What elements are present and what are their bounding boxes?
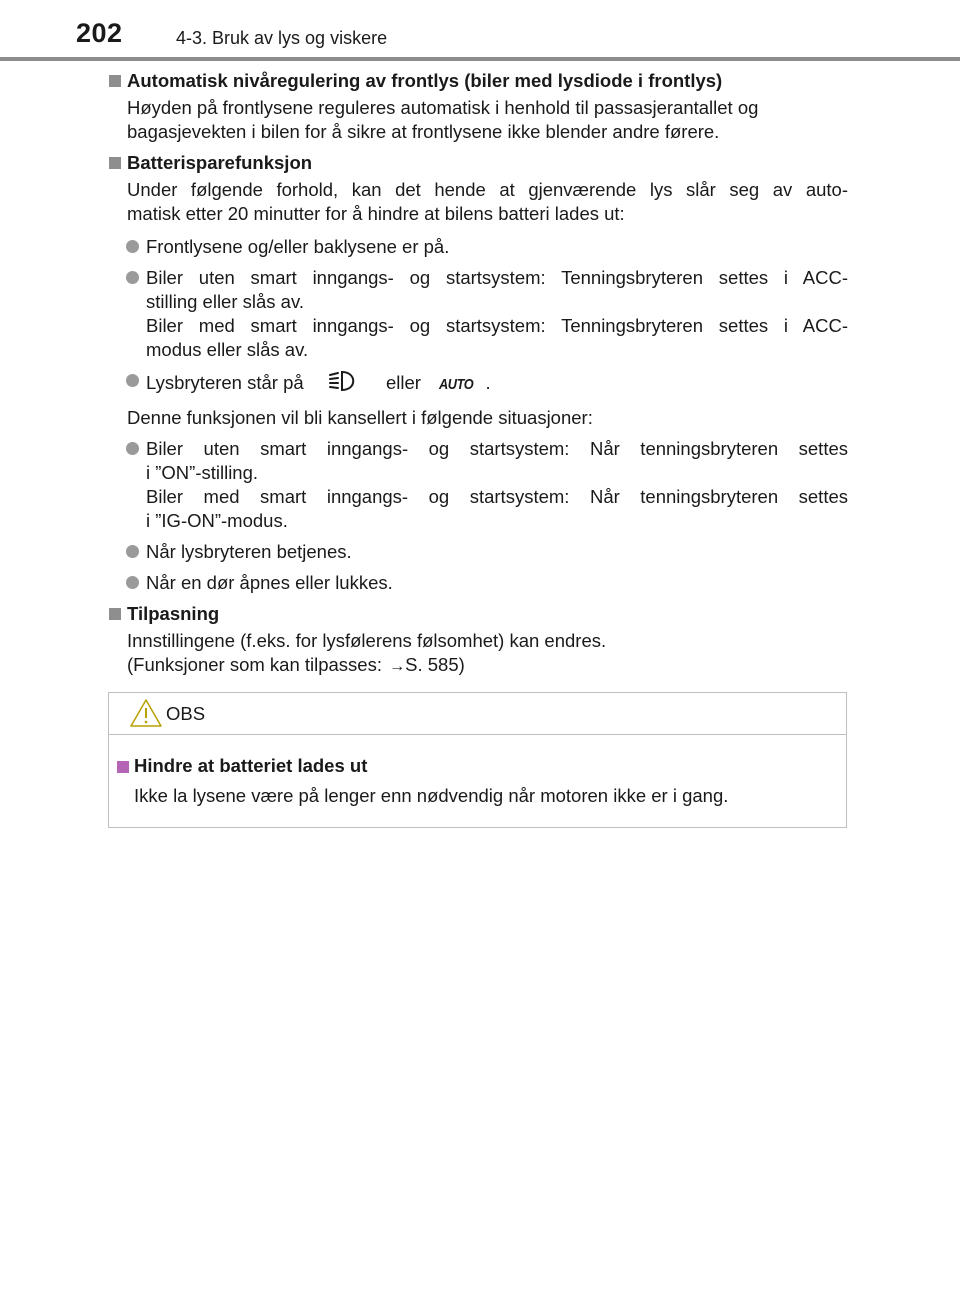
- bullet-dot-icon: [126, 240, 139, 253]
- list-item: [146, 540, 848, 564]
- section-heading: [108, 151, 848, 175]
- bullet-dot-icon: [126, 271, 139, 284]
- page-header: [0, 0, 960, 62]
- note-header: [109, 693, 846, 735]
- headlight-icon: [327, 369, 361, 399]
- arrow-right-icon: →: [389, 658, 406, 675]
- paragraph: [127, 406, 848, 430]
- paragraph-line: Høyden på frontlysene reguleres automatisk i henhold til passasjerantallet og: [127, 97, 759, 118]
- page-number: 202: [76, 18, 123, 48]
- square-bullet-icon: [109, 608, 121, 620]
- section-headlight-leveling: [108, 69, 848, 144]
- section-battery-saver: [108, 151, 848, 595]
- paragraph-line: Denne funksjonen vil bli kansellert i følgende situasjoner:: [127, 407, 593, 428]
- paragraph-line: bagasjevekten i bilen for å sikre at frontlysene ikke blender andre førere.: [127, 121, 720, 142]
- cross-reference: [127, 653, 848, 679]
- section-heading-text: Batterisparefunksjon: [127, 152, 313, 173]
- list-item-line: Når en dør åpnes eller lukkes.: [146, 572, 393, 593]
- list-item-line: Frontlysene og/eller baklysene er på.: [146, 236, 450, 257]
- paragraph-line: Under følgende forhold, kan det hende at gjenværende lys slår seg av auto-: [127, 179, 848, 200]
- header-rule: [0, 57, 960, 61]
- list-item-text: .: [485, 371, 491, 393]
- list-item-line: i ”IG-ON”-modus.: [146, 510, 288, 531]
- paragraph: [127, 629, 848, 679]
- bullet-dot-icon: [126, 545, 139, 558]
- list-item: [146, 266, 848, 362]
- list-item: [146, 571, 848, 595]
- auto-icon: AUTO: [439, 375, 474, 393]
- chapter-title: 4-3. Bruk av lys og viskere: [176, 28, 388, 48]
- square-bullet-icon: [109, 157, 121, 169]
- section-heading-text: Automatisk nivåregulering av frontlys (biler med lysdiode i frontlys): [127, 70, 723, 91]
- bullet-dot-icon: [126, 374, 139, 387]
- reference-link[interactable]: S. 585): [405, 654, 465, 675]
- list-item-text: Lysbryteren står på: [146, 371, 304, 393]
- paragraph-line: matisk etter 20 minutter for å hindre at bilens batteri lades ut:: [127, 203, 625, 224]
- list-item: [146, 235, 848, 259]
- paragraph: [127, 96, 848, 144]
- main-content: [108, 69, 848, 685]
- list-item-line: modus eller slås av.: [146, 339, 309, 360]
- note-body: [109, 735, 846, 810]
- list-item: [146, 369, 848, 399]
- section-heading-text: Tilpasning: [127, 603, 220, 624]
- list-item-line: Når lysbryteren betjenes.: [146, 541, 352, 562]
- list-item-line: Biler uten smart inngangs- og startsystem: Tenningsbryteren settes i ACC-: [146, 267, 848, 288]
- note-text: Ikke la lysene være på lenger enn nødvendig når motoren ikke er i gang.: [134, 785, 729, 806]
- list-item-text: eller: [385, 371, 421, 393]
- square-bullet-icon: [117, 761, 129, 773]
- square-bullet-icon: [109, 75, 121, 87]
- list-item-line: i ”ON”-stilling.: [146, 462, 259, 483]
- note-subheading-text: Hindre at batteriet lades ut: [134, 755, 368, 776]
- bullet-dot-icon: [126, 442, 139, 455]
- paragraph: [127, 178, 848, 226]
- note-subheading: [117, 752, 846, 780]
- section-heading: [108, 602, 848, 626]
- paragraph-line: Innstillingene (f.eks. for lysfølerens følsomhet) kan endres.: [127, 630, 607, 651]
- list-item-line: Biler med smart inngangs- og startsystem: Tenningsbryteren settes i ACC-: [146, 315, 848, 336]
- section-heading: [108, 69, 848, 93]
- warning-triangle-icon: [129, 698, 163, 733]
- reference-prefix: (Funksjoner som kan tilpasses:: [127, 654, 388, 675]
- list-item-line: Biler uten smart inngangs- og startsystem: Når tenningsbryteren settes: [146, 438, 848, 459]
- section-customization: [108, 602, 848, 679]
- list-item-line: stilling eller slås av.: [146, 291, 304, 312]
- bullet-dot-icon: [126, 576, 139, 589]
- note-title: OBS: [166, 703, 206, 724]
- list-item: [146, 437, 848, 533]
- note-box: [108, 692, 847, 828]
- list-item-line: Biler med smart inngangs- og startsystem: Når tenningsbryteren settes: [146, 486, 848, 507]
